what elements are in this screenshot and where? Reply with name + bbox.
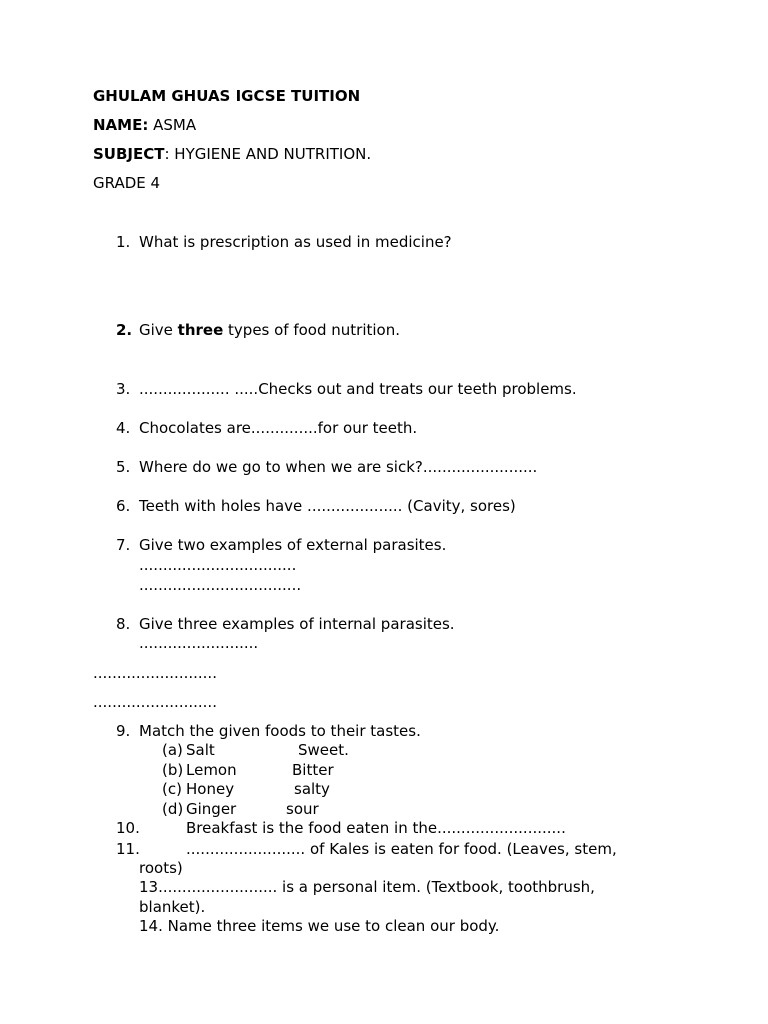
q9-item-b-food: Lemon — [186, 761, 237, 779]
q7-text: Give two examples of external parasites. — [139, 536, 447, 554]
q13-text: 13......................... is a personal item. (Textbook, toothbrush, — [139, 878, 595, 896]
q14-text: 14. Name three items we use to clean our body. — [139, 917, 500, 935]
q9-item-d-label: (d) — [162, 800, 184, 818]
q1-number: 1. — [116, 233, 131, 251]
q13-continuation: blanket). — [139, 898, 206, 916]
q8-blank-3: .......................... — [93, 693, 217, 711]
q4-text: Chocolates are..............for our teeth. — [139, 419, 418, 437]
q7-blank-1: ................................. — [139, 556, 297, 574]
q11-number: 11. — [116, 840, 140, 858]
subject-line — [93, 145, 371, 163]
q9-item-d-food: Ginger — [186, 800, 237, 818]
q2-post: types of food nutrition. — [223, 321, 401, 339]
q6-number: 6. — [116, 497, 131, 515]
q3-text: ................... .....Checks out and treats our teeth problems. — [139, 380, 577, 398]
q5-text: Where do we go to when we are sick?........................ — [139, 458, 538, 476]
q9-item-a-food: Salt — [186, 741, 215, 759]
grade-line: GRADE 4 — [93, 174, 161, 192]
q2-pre: Give — [139, 321, 178, 339]
school-title: GHULAM GHUAS IGCSE TUITION — [93, 87, 361, 105]
q11-continuation: roots) — [139, 859, 183, 877]
name-label: NAME: — [93, 116, 149, 134]
q7-blank-2: .................................. — [139, 576, 302, 594]
q11-text: ......................... of Kales is eaten for food. (Leaves, stem, — [186, 840, 617, 858]
subject-label: SUBJECT — [93, 145, 165, 163]
q9-item-b-label: (b) — [162, 761, 184, 779]
q9-item-c-label: (c) — [162, 780, 182, 798]
q9-text: Match the given foods to their tastes. — [139, 722, 421, 740]
q8-number: 8. — [116, 615, 131, 633]
q5-number: 5. — [116, 458, 131, 476]
q9-item-a-taste: Sweet. — [298, 741, 349, 759]
q9-item-c-food: Honey — [186, 780, 235, 798]
q7-number: 7. — [116, 536, 131, 554]
q10-text: Breakfast is the food eaten in the........................... — [186, 819, 566, 837]
q6-text: Teeth with holes have .................... (Cavity, sores) — [139, 497, 516, 515]
q9-item-c-taste: salty — [294, 780, 330, 798]
name-line — [93, 116, 196, 134]
q2-number: 2. — [116, 321, 133, 339]
q8-text: Give three examples of internal parasites. — [139, 615, 455, 633]
q3-number: 3. — [116, 380, 131, 398]
q4-number: 4. — [116, 419, 131, 437]
q1-text: What is prescription as used in medicine? — [139, 233, 452, 251]
q8-blank-2: .......................... — [93, 664, 217, 682]
q9-item-b-taste: Bitter — [292, 761, 334, 779]
name-value: ASMA — [148, 116, 197, 134]
q2-bold: three — [177, 321, 224, 339]
q2-text — [139, 321, 400, 339]
q8-blank-1: ......................... — [139, 634, 259, 652]
q10-number: 10. — [116, 819, 140, 837]
q9-item-d-taste: sour — [286, 800, 319, 818]
q9-item-a-label: (a) — [162, 741, 183, 759]
q9-number: 9. — [116, 722, 131, 740]
subject-value: : HYGIENE AND NUTRITION. — [164, 145, 372, 163]
